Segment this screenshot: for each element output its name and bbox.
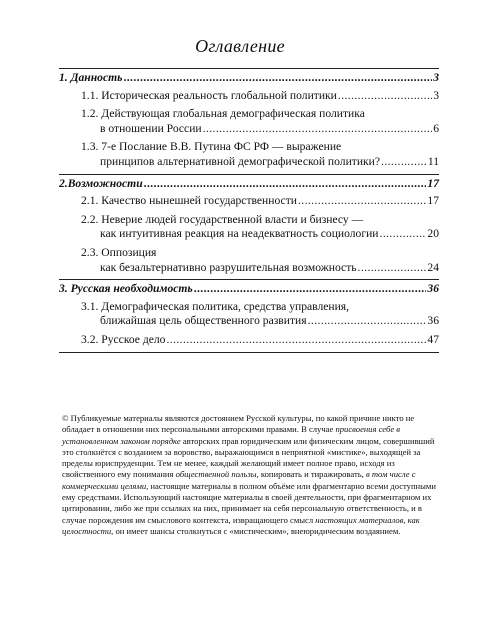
toc-section-3 — [59, 279, 439, 352]
toc-heading-3[interactable]: 3. Русская необходимость ..... 36 — [59, 280, 439, 297]
toc-entry-1-1[interactable]: 1.1. Историческая реальность глобальной политики ..... 3 — [59, 89, 439, 104]
copyright-paragraph: © Публикуемые материалы являются достоянием Русской культуры, по какой причине никто не обладает в отношении них персональными авторскими правами. В случае присвоения себе в установленном законом порядке авторских прав юридическим или физическим лицом, совершивший это столкнётся с возданием за воровство, выражающимся в неприятной «мистике», выходящей за пределы юриспруденции. Тем не менее, каждый желающий имеет полное право, исходя из свойственного ему понимания общественной пользы, копировать и тиражировать, в том числе с коммерческими целями, настоящие материалы в полном объёме или фрагментарно всеми доступными ему средствами. Использующий настоящие материалы в своей деятельности, при фрагментарном их цитировании, либо же при ссылках на них, принимает на себя персональную ответственность, и в случае порождения им смыслового контекста, извращающего смысл настоящих материалов, как целостности, он имеет шансы столкнуться с «мистическим», внеюридическим воздаянием. — [62, 413, 436, 536]
toc-section-2 — [59, 174, 439, 280]
toc-heading-2[interactable]: 2.Возможности ..... 17 — [59, 175, 439, 192]
toc-entry-3-2[interactable]: 3.2. Русское дело ..... 47 — [59, 333, 439, 348]
copyright-notice — [62, 413, 440, 537]
toc-entry-1-2[interactable]: 1.2. Действующая глобальная демографическая политика в отношении России ..... 6 — [59, 107, 439, 136]
table-of-contents — [59, 68, 439, 353]
toc-entry-1-3[interactable]: 1.3. 7-е Послание В.В. Путина ФС РФ — выражение принципов альтернативной демографической политики? ..... 11 — [59, 140, 439, 169]
toc-entry-2-3[interactable]: 2.3. Оппозиция как безальтернативно разрушительная возможность ..... 24 — [59, 246, 439, 275]
toc-entry-2-1[interactable]: 2.1. Качество нынешней государственности ..... 17 — [59, 194, 439, 209]
toc-title: Оглавление — [195, 36, 285, 56]
toc-entry-3-1[interactable]: 3.1. Демографическая политика, средства управления, ближайшая цель общественного развития ..... 36 — [59, 300, 439, 329]
toc-heading-1[interactable]: 1. Данность ..... 3 — [59, 69, 439, 86]
toc-section-1 — [59, 68, 439, 174]
toc-entry-2-2[interactable]: 2.2. Неверие людей государственной власти и бизнесу — как интуитивная реакция на неадекватность социологии ..... 20 — [59, 213, 439, 242]
